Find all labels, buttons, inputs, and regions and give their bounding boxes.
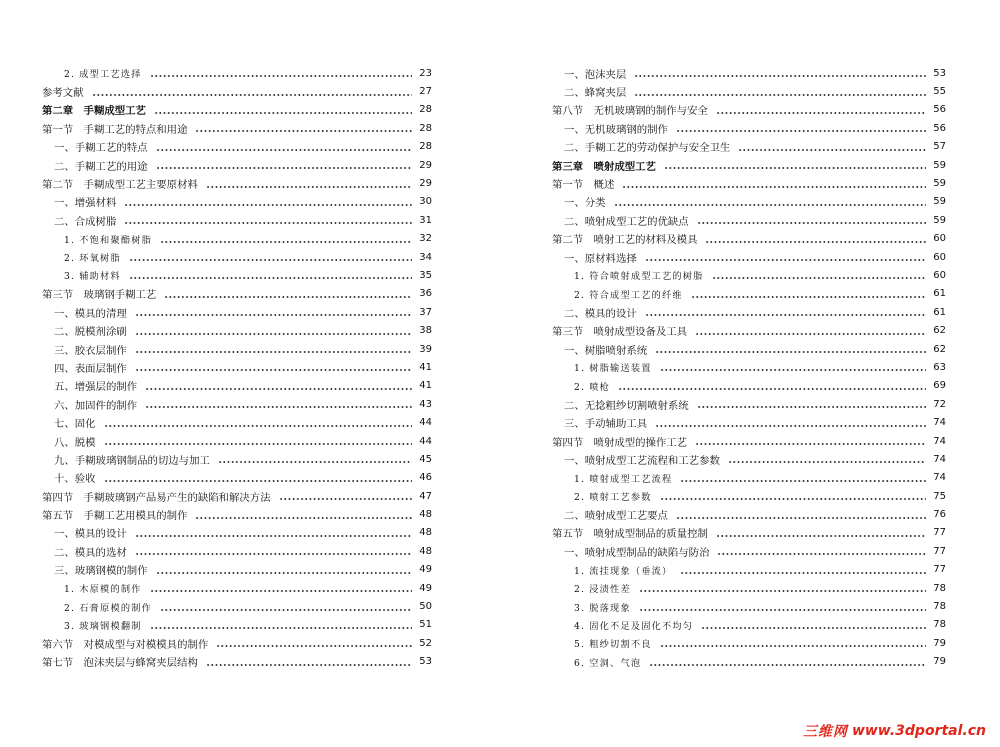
- toc-entry-title: 二、手糊工艺的劳动保护与安全卫生: [564, 142, 731, 155]
- toc-entry-page: 49: [419, 582, 432, 594]
- toc-entry-page: 79: [933, 637, 946, 649]
- toc-entry-title: 二、合成树脂: [54, 215, 117, 228]
- toc-entry: [552, 266, 946, 284]
- dot-leader: [697, 214, 926, 226]
- dot-leader: [150, 67, 412, 79]
- toc-entry: [552, 119, 946, 137]
- dot-leader: [664, 159, 926, 171]
- toc-entry: [42, 64, 432, 82]
- toc-entry-title: 一、喷射成型工艺流程和工艺参数: [564, 454, 720, 467]
- toc-entry-page: 59: [933, 159, 946, 171]
- dot-leader: [639, 601, 926, 613]
- toc-entry-page: 56: [933, 104, 946, 116]
- toc-entry-title: 3. 玻璃钢模翻制: [64, 620, 142, 632]
- toc-entry-page: 43: [419, 398, 432, 410]
- toc-entry-title: 一、喷射成型制品的缺陷与防治: [564, 546, 710, 559]
- toc-entry-page: 44: [419, 417, 432, 429]
- toc-entry-title: 第四节 喷射成型的操作工艺: [552, 436, 688, 449]
- toc-entry-page: 76: [933, 509, 946, 521]
- dot-leader: [695, 435, 926, 447]
- toc-entry-page: 74: [933, 453, 946, 465]
- toc-entry: [42, 156, 432, 174]
- toc-entry-page: 23: [419, 67, 432, 79]
- toc-entry: [552, 432, 946, 450]
- toc-entry-title: 二、蜂窝夹层: [564, 87, 627, 100]
- toc-entry-title: 参考文献: [42, 87, 84, 100]
- dot-leader: [655, 343, 926, 355]
- toc-entry: [552, 579, 946, 597]
- dot-leader: [680, 564, 926, 576]
- toc-entry-page: 79: [933, 656, 946, 668]
- toc-entry-title: 第二节 喷射工艺的材料及模具: [552, 234, 698, 247]
- dot-leader: [716, 104, 926, 116]
- toc-entry-title: 一、手糊工艺的特点: [54, 142, 148, 155]
- dot-leader: [124, 214, 412, 226]
- toc-entry-title: 一、模具的设计: [54, 528, 127, 541]
- toc-entry: [552, 505, 946, 523]
- toc-entry-page: 53: [933, 67, 946, 79]
- toc-entry: [42, 432, 432, 450]
- toc-entry: [42, 450, 432, 468]
- toc-entry: [42, 377, 432, 395]
- toc-entry-page: 56: [933, 122, 946, 134]
- toc-entry-page: 51: [419, 619, 432, 631]
- toc-entry-page: 53: [419, 656, 432, 668]
- toc-entry-page: 41: [419, 361, 432, 373]
- toc-entry-page: 78: [933, 619, 946, 631]
- toc-entry: [552, 138, 946, 156]
- toc-entry-page: 31: [419, 214, 432, 226]
- dot-leader: [660, 490, 926, 502]
- toc-entry-title: 一、模具的清理: [54, 307, 127, 320]
- toc-entry-page: 41: [419, 380, 432, 392]
- toc-entry-title: 3. 辅助材料: [64, 271, 121, 283]
- dot-leader: [164, 288, 412, 300]
- toc-entry-title: 一、增强材料: [54, 197, 117, 210]
- toc-entry-page: 28: [419, 122, 432, 134]
- toc-entry-title: 第四节 手糊玻璃钢产品易产生的缺陷和解决方法: [42, 491, 271, 504]
- toc-entry-title: 一、无机玻璃钢的制作: [564, 123, 668, 136]
- dot-leader: [645, 306, 926, 318]
- toc-entry: [42, 616, 432, 634]
- toc-entry: [42, 340, 432, 358]
- dot-leader: [206, 178, 412, 190]
- toc-entry-title: 第五节 喷射成型制品的质量控制: [552, 528, 708, 541]
- toc-entry: [42, 358, 432, 376]
- toc-entry: [552, 64, 946, 82]
- toc-entry-title: 1. 不饱和聚酯树脂: [64, 234, 152, 246]
- toc-entry: [552, 487, 946, 505]
- toc-entry-page: 48: [419, 509, 432, 521]
- toc-entry-page: 63: [933, 361, 946, 373]
- toc-entry-page: 59: [933, 214, 946, 226]
- toc-entry-title: 三、胶衣层制作: [54, 344, 127, 357]
- toc-entry-title: 第一节 手糊工艺的特点和用途: [42, 123, 188, 136]
- toc-entry: [42, 321, 432, 339]
- dot-leader: [697, 398, 926, 410]
- toc-entry-title: 二、手糊工艺的用途: [54, 160, 148, 173]
- dot-leader: [135, 343, 412, 355]
- toc-entry-title: 第二节 手糊成型工艺主要原材料: [42, 179, 198, 192]
- toc-entry-page: 59: [933, 178, 946, 190]
- dot-leader: [680, 472, 926, 484]
- dot-leader: [145, 380, 412, 392]
- toc-entry-page: 74: [933, 472, 946, 484]
- dot-leader: [216, 637, 412, 649]
- site-watermark: [803, 721, 986, 741]
- dot-leader: [618, 380, 926, 392]
- toc-entry-page: 75: [933, 490, 946, 502]
- toc-entry-page: 35: [419, 269, 432, 281]
- dot-leader: [135, 325, 412, 337]
- toc-entry: [42, 248, 432, 266]
- toc-entry-page: 78: [933, 582, 946, 594]
- toc-entry-title: 一、泡沫夹层: [564, 68, 627, 81]
- toc-entry: [552, 358, 946, 376]
- toc-entry-page: 27: [419, 86, 432, 98]
- toc-entry-title: 二、喷射成型工艺的优缺点: [564, 215, 689, 228]
- toc-entry: [552, 211, 946, 229]
- toc-entry: [552, 285, 946, 303]
- dot-leader: [206, 656, 412, 668]
- dot-leader: [150, 619, 412, 631]
- dot-leader: [634, 67, 926, 79]
- toc-entry-page: 60: [933, 251, 946, 263]
- toc-entry-title: 1. 木原模的制作: [64, 584, 142, 596]
- dot-leader: [705, 233, 926, 245]
- toc-entry-page: 28: [419, 141, 432, 153]
- toc-entry: [42, 193, 432, 211]
- dot-leader: [738, 141, 926, 153]
- dot-leader: [695, 325, 926, 337]
- toc-entry: [552, 101, 946, 119]
- toc-entry: [552, 469, 946, 487]
- toc-entry: [42, 138, 432, 156]
- toc-entry: [42, 469, 432, 487]
- toc-entry: [552, 597, 946, 615]
- toc-entry: [42, 413, 432, 431]
- toc-entry: [42, 211, 432, 229]
- toc-entry-page: 30: [419, 196, 432, 208]
- toc-entry-title: 七、固化: [54, 418, 96, 431]
- toc-entry-title: 四、表面层制作: [54, 362, 127, 375]
- toc-entry-page: 48: [419, 545, 432, 557]
- toc-entry: [42, 174, 432, 192]
- toc-entry-page: 49: [419, 564, 432, 576]
- dot-leader: [156, 564, 412, 576]
- dot-leader: [645, 251, 926, 263]
- toc-entry-title: 4. 固化不足及固化不均匀: [574, 620, 694, 632]
- toc-entry-page: 69: [933, 380, 946, 392]
- toc-entry: [552, 340, 946, 358]
- toc-entry-title: 第三节 玻璃钢手糊工艺: [42, 289, 157, 302]
- toc-entry: [552, 413, 946, 431]
- toc-entry-page: 61: [933, 306, 946, 318]
- toc-entry-title: 第三章 喷射成型工艺: [552, 160, 656, 173]
- toc-entry-title: 2. 喷枪: [574, 381, 611, 393]
- toc-entry: [42, 524, 432, 542]
- toc-entry-page: 62: [933, 343, 946, 355]
- dot-leader: [104, 472, 412, 484]
- toc-entry-page: 29: [419, 178, 432, 190]
- dot-leader: [145, 398, 412, 410]
- toc-entry-page: 39: [419, 343, 432, 355]
- dot-leader: [660, 361, 926, 373]
- toc-entry: [42, 395, 432, 413]
- toc-entry-title: 三、手动辅助工具: [564, 418, 648, 431]
- dot-leader: [156, 141, 412, 153]
- dot-leader: [614, 196, 926, 208]
- dot-leader: [728, 453, 926, 465]
- toc-entry: [42, 266, 432, 284]
- toc-entry-page: 52: [419, 637, 432, 649]
- toc-entry-title: 1. 喷射成型工艺流程: [574, 473, 673, 485]
- dot-leader: [622, 178, 926, 190]
- dot-leader: [634, 86, 926, 98]
- dot-leader: [218, 453, 412, 465]
- toc-entry-page: 28: [419, 104, 432, 116]
- dot-leader: [655, 417, 926, 429]
- dot-leader: [712, 269, 926, 281]
- toc-entry: [42, 303, 432, 321]
- toc-entry: [42, 505, 432, 523]
- toc-entry-page: 38: [419, 325, 432, 337]
- toc-entry-title: 第二章 手糊成型工艺: [42, 105, 146, 118]
- toc-entry: [42, 230, 432, 248]
- toc-entry-title: 二、喷射成型工艺要点: [564, 510, 668, 523]
- toc-entry: [552, 377, 946, 395]
- dot-leader: [639, 582, 926, 594]
- toc-entry-title: 第八节 无机玻璃钢的制作与安全: [552, 105, 708, 118]
- toc-entry-title: 九、手糊玻璃钢制品的切边与加工: [54, 454, 210, 467]
- toc-entry-title: 1. 流挂现象（垂流）: [574, 565, 673, 577]
- toc-entry-page: 77: [933, 527, 946, 539]
- dot-leader: [135, 306, 412, 318]
- toc-entry: [552, 321, 946, 339]
- toc-entry: [552, 230, 946, 248]
- toc-entry-page: 78: [933, 601, 946, 613]
- toc-entry-title: 八、脱模: [54, 436, 96, 449]
- dot-leader: [135, 527, 412, 539]
- toc-entry-page: 45: [419, 453, 432, 465]
- toc-entry-page: 37: [419, 306, 432, 318]
- toc-entry-title: 二、模具的设计: [564, 307, 637, 320]
- toc-entry: [42, 597, 432, 615]
- toc-entry-page: 44: [419, 435, 432, 447]
- watermark-logo-text: 三维网: [802, 724, 848, 740]
- toc-entry: [42, 579, 432, 597]
- toc-entry-page: 74: [933, 435, 946, 447]
- toc-entry-title: 十、验收: [54, 473, 96, 486]
- dot-leader: [92, 86, 412, 98]
- toc-entry: [42, 653, 432, 671]
- dot-leader: [104, 435, 412, 447]
- toc-entry-page: 77: [933, 545, 946, 557]
- toc-entry-page: 59: [933, 196, 946, 208]
- toc-right-page: [552, 64, 946, 671]
- toc-entry: [42, 634, 432, 652]
- toc-entry-title: 2. 浸渍性差: [574, 584, 631, 596]
- toc-entry: [552, 82, 946, 100]
- toc-entry-page: 60: [933, 233, 946, 245]
- toc-entry: [42, 101, 432, 119]
- toc-entry-page: 77: [933, 564, 946, 576]
- dot-leader: [150, 582, 412, 594]
- toc-entry-page: 57: [933, 141, 946, 153]
- toc-left-page: [42, 64, 432, 671]
- toc-entry: [552, 653, 946, 671]
- toc-entry-title: 2. 环氧树脂: [64, 253, 121, 265]
- watermark-url: www.3dportal.cn: [851, 723, 986, 739]
- toc-entry-title: 2. 石膏原模的制作: [64, 602, 152, 614]
- toc-entry: [552, 303, 946, 321]
- toc-entry-title: 2. 成型工艺选择: [64, 69, 142, 81]
- dot-leader: [195, 122, 412, 134]
- toc-entry: [42, 561, 432, 579]
- dot-leader: [129, 251, 412, 263]
- dot-leader: [649, 656, 926, 668]
- toc-entry-page: 55: [933, 86, 946, 98]
- toc-entry-title: 2. 喷射工艺参数: [574, 492, 652, 504]
- toc-entry-title: 一、原材料选择: [564, 252, 637, 265]
- toc-entry: [42, 119, 432, 137]
- toc-entry-title: 第六节 对模成型与对模模具的制作: [42, 638, 209, 651]
- toc-entry: [552, 174, 946, 192]
- toc-entry: [552, 616, 946, 634]
- dot-leader: [676, 509, 926, 521]
- dot-leader: [691, 288, 926, 300]
- toc-entry-page: 72: [933, 398, 946, 410]
- toc-entry-title: 二、无捻粗纱切割喷射系统: [564, 399, 689, 412]
- dot-leader: [129, 269, 412, 281]
- toc-entry-title: 三、玻璃钢模的制作: [54, 565, 148, 578]
- toc-entry: [552, 542, 946, 560]
- dot-leader: [660, 637, 926, 649]
- toc-entry: [42, 542, 432, 560]
- toc-entry-page: 34: [419, 251, 432, 263]
- dot-leader: [195, 509, 412, 521]
- dot-leader: [676, 122, 926, 134]
- dot-leader: [160, 601, 412, 613]
- toc-entry-page: 60: [933, 269, 946, 281]
- toc-entry-title: 5. 粗纱切割不良: [574, 639, 652, 651]
- toc-entry-title: 2. 符合成型工艺的纤维: [574, 289, 683, 301]
- toc-entry-title: 1. 符合喷射成型工艺的树脂: [574, 271, 704, 283]
- toc-entry-page: 36: [419, 288, 432, 300]
- toc-entry: [42, 285, 432, 303]
- toc-entry-title: 五、增强层的制作: [54, 381, 138, 394]
- toc-entry-title: 第一节 概述: [552, 179, 615, 192]
- toc-entry-title: 1. 树脂输送装置: [574, 363, 652, 375]
- toc-entry: [552, 248, 946, 266]
- toc-entry: [552, 450, 946, 468]
- toc-entry-title: 3. 脱落现象: [574, 602, 631, 614]
- dot-leader: [160, 233, 412, 245]
- toc-entry-page: 74: [933, 417, 946, 429]
- toc-entry: [552, 395, 946, 413]
- dot-leader: [156, 159, 412, 171]
- toc-entry-title: 一、树脂喷射系统: [564, 344, 648, 357]
- toc-entry: [42, 82, 432, 100]
- dot-leader: [124, 196, 412, 208]
- toc-entry: [552, 156, 946, 174]
- toc-entry-title: 第五节 手糊工艺用模具的制作: [42, 510, 188, 523]
- toc-entry-title: 一、分类: [564, 197, 606, 210]
- toc-entry-title: 6. 空洞、气泡: [574, 657, 642, 669]
- toc-entry-title: 六、加固件的制作: [54, 399, 138, 412]
- dot-leader: [716, 527, 926, 539]
- dot-leader: [154, 104, 412, 116]
- toc-entry-page: 61: [933, 288, 946, 300]
- toc-entry-title: 第七节 泡沫夹层与蜂窝夹层结构: [42, 657, 198, 670]
- toc-entry-title: 二、模具的选材: [54, 546, 127, 559]
- dot-leader: [717, 545, 926, 557]
- toc-entry-title: 第三节 喷射成型设备及工具: [552, 326, 688, 339]
- dot-leader: [135, 545, 412, 557]
- toc-entry-page: 46: [419, 472, 432, 484]
- toc-entry: [552, 524, 946, 542]
- toc-entry-page: 32: [419, 233, 432, 245]
- dot-leader: [104, 417, 412, 429]
- dot-leader: [701, 619, 926, 631]
- toc-entry-page: 50: [419, 601, 432, 613]
- toc-entry: [552, 634, 946, 652]
- toc-entry-title: 二、脱模剂涂刷: [54, 326, 127, 339]
- dot-leader: [135, 361, 412, 373]
- toc-entry: [552, 193, 946, 211]
- toc-entry-page: 29: [419, 159, 432, 171]
- toc-entry-page: 62: [933, 325, 946, 337]
- dot-leader: [279, 490, 412, 502]
- toc-entry: [552, 561, 946, 579]
- toc-entry: [42, 487, 432, 505]
- toc-entry-page: 47: [419, 490, 432, 502]
- toc-entry-page: 48: [419, 527, 432, 539]
